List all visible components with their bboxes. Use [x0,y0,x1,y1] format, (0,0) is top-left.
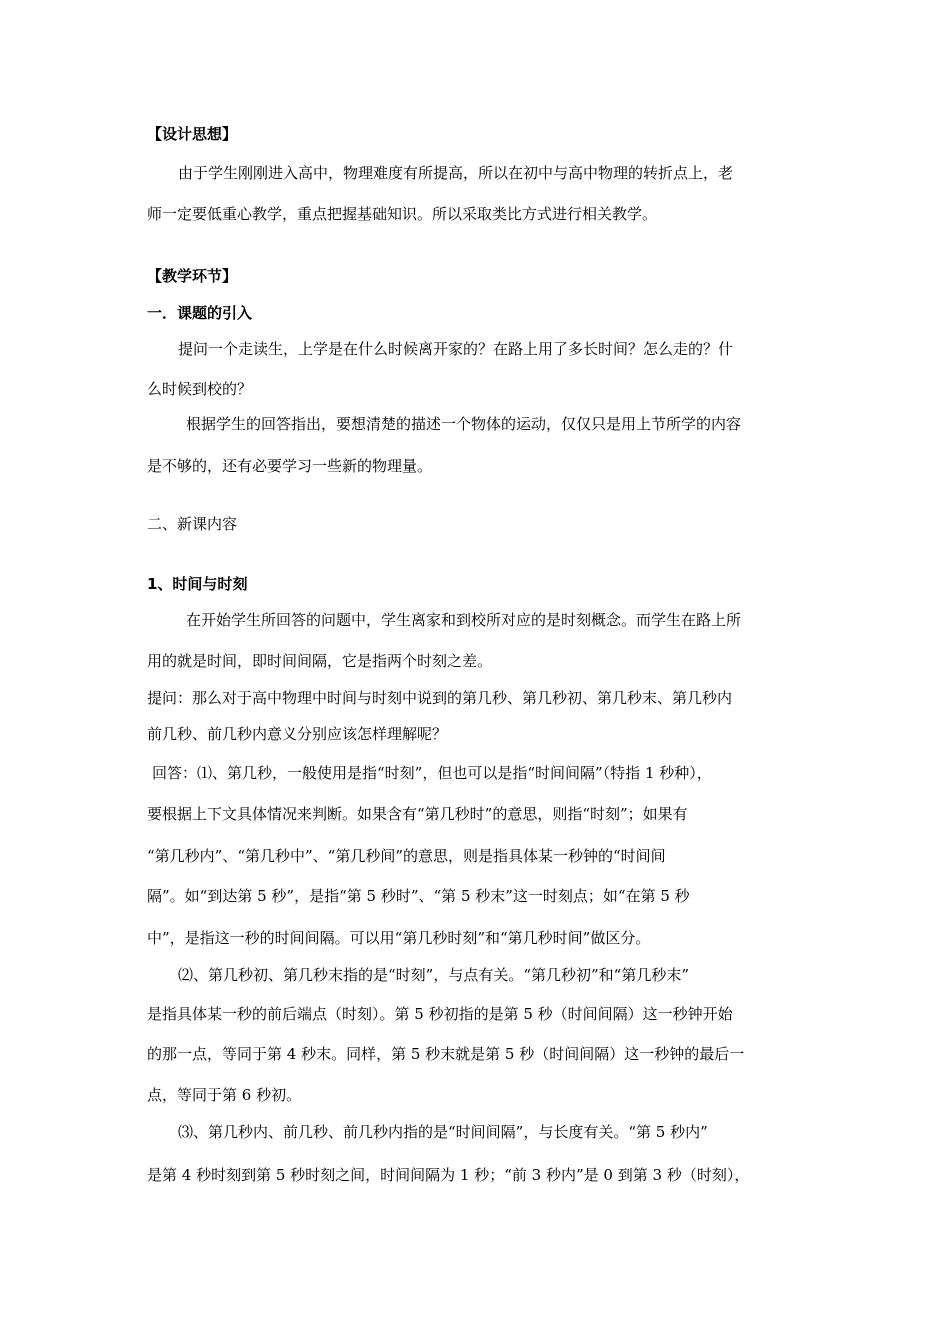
heading-teaching-steps: 【教学环节】 [147,267,238,285]
heading-time-and-moment: 1、时间与时刻 [147,575,248,593]
paragraph-line: 是第 4 秒时刻到第 5 秒时刻之间，时间间隔为 1 秒；“前 3 秒内”是 0 到第 3 秒（时刻）， [147,1166,750,1184]
paragraph-line: 是不够的，还有必要学习一些新的物理量。 [147,457,433,475]
paragraph-line: 点，等同于第 6 秒初。 [147,1086,302,1104]
paragraph-line: “第几秒内”、“第几秒中”、“第几秒间”的意思，则是指具体某一秒钟的“时间间 [147,847,666,865]
paragraph-line: 根据学生的回答指出，要想清楚的描述一个物体的运动，仅仅只是用上节所学的内容 [186,415,742,433]
paragraph-line: 么时候到校的？ [147,380,253,398]
paragraph-line: 师一定要低重心教学，重点把握基础知识。所以采取类比方式进行相关教学。 [147,205,658,223]
paragraph-line: 是指具体某一秒的前后端点（时刻）。第 5 秒初指的是第 5 秒（时间间隔）这一秒钟开始 [147,1005,733,1023]
paragraph-line: 提问一个走读生，上学是在什么时候离开家的？在路上用了多长时间？怎么走的？什 [178,340,734,358]
paragraph-line: 要根据上下文具体情况来判断。如果含有“第几秒时”的意思，则指“时刻”；如果有 [147,805,688,823]
heading-design-idea: 【设计思想】 [147,125,238,143]
paragraph-line: ⑶、第几秒内、前几秒、前几秒内指的是“时间间隔”，与长度有关。“第 5 秒内” [178,1123,708,1141]
paragraph-line: 回答：⑴、第几秒，一般使用是指“时刻”，但也可以是指“时间间隔”（特指 1 秒种）， [152,764,712,782]
paragraph-line: 隔”。如“到达第 5 秒”，是指“第 5 秒时”、“第 5 秒末”这一时刻点；如“在第 5 秒 [147,887,690,905]
paragraph-line: 前几秒、前几秒内意义分别应该怎样理解呢？ [147,725,448,743]
paragraph-line: 中”，是指这一秒的时间间隔。可以用“第几秒时刻”和“第几秒时间”做区分。 [147,929,651,947]
paragraph-line: 用的就是时间，即时间间隔，它是指两个时刻之差。 [147,652,493,670]
paragraph-line: ⑵、第几秒初、第几秒末指的是“时刻”，与点有关。“第几秒初”和“第几秒末” [178,966,690,984]
paragraph-line: 提问：那么对于高中物理中时间与时刻中说到的第几秒、第几秒初、第几秒末、第几秒内 [147,689,733,707]
paragraph-line: 在开始学生所回答的问题中，学生离家和到校所对应的是时刻概念。而学生在路上所 [186,611,742,629]
heading-new-content: 二、新课内容 [147,515,238,533]
paragraph-line: 由于学生刚刚进入高中，物理难度有所提高，所以在初中与高中物理的转折点上，老 [178,164,734,182]
heading-topic-intro: 一．课题的引入 [147,304,253,322]
paragraph-line: 的那一点，等同于第 4 秒末。同样，第 5 秒末就是第 5 秒（时间间隔）这一秒钟的最后一 [147,1045,745,1063]
